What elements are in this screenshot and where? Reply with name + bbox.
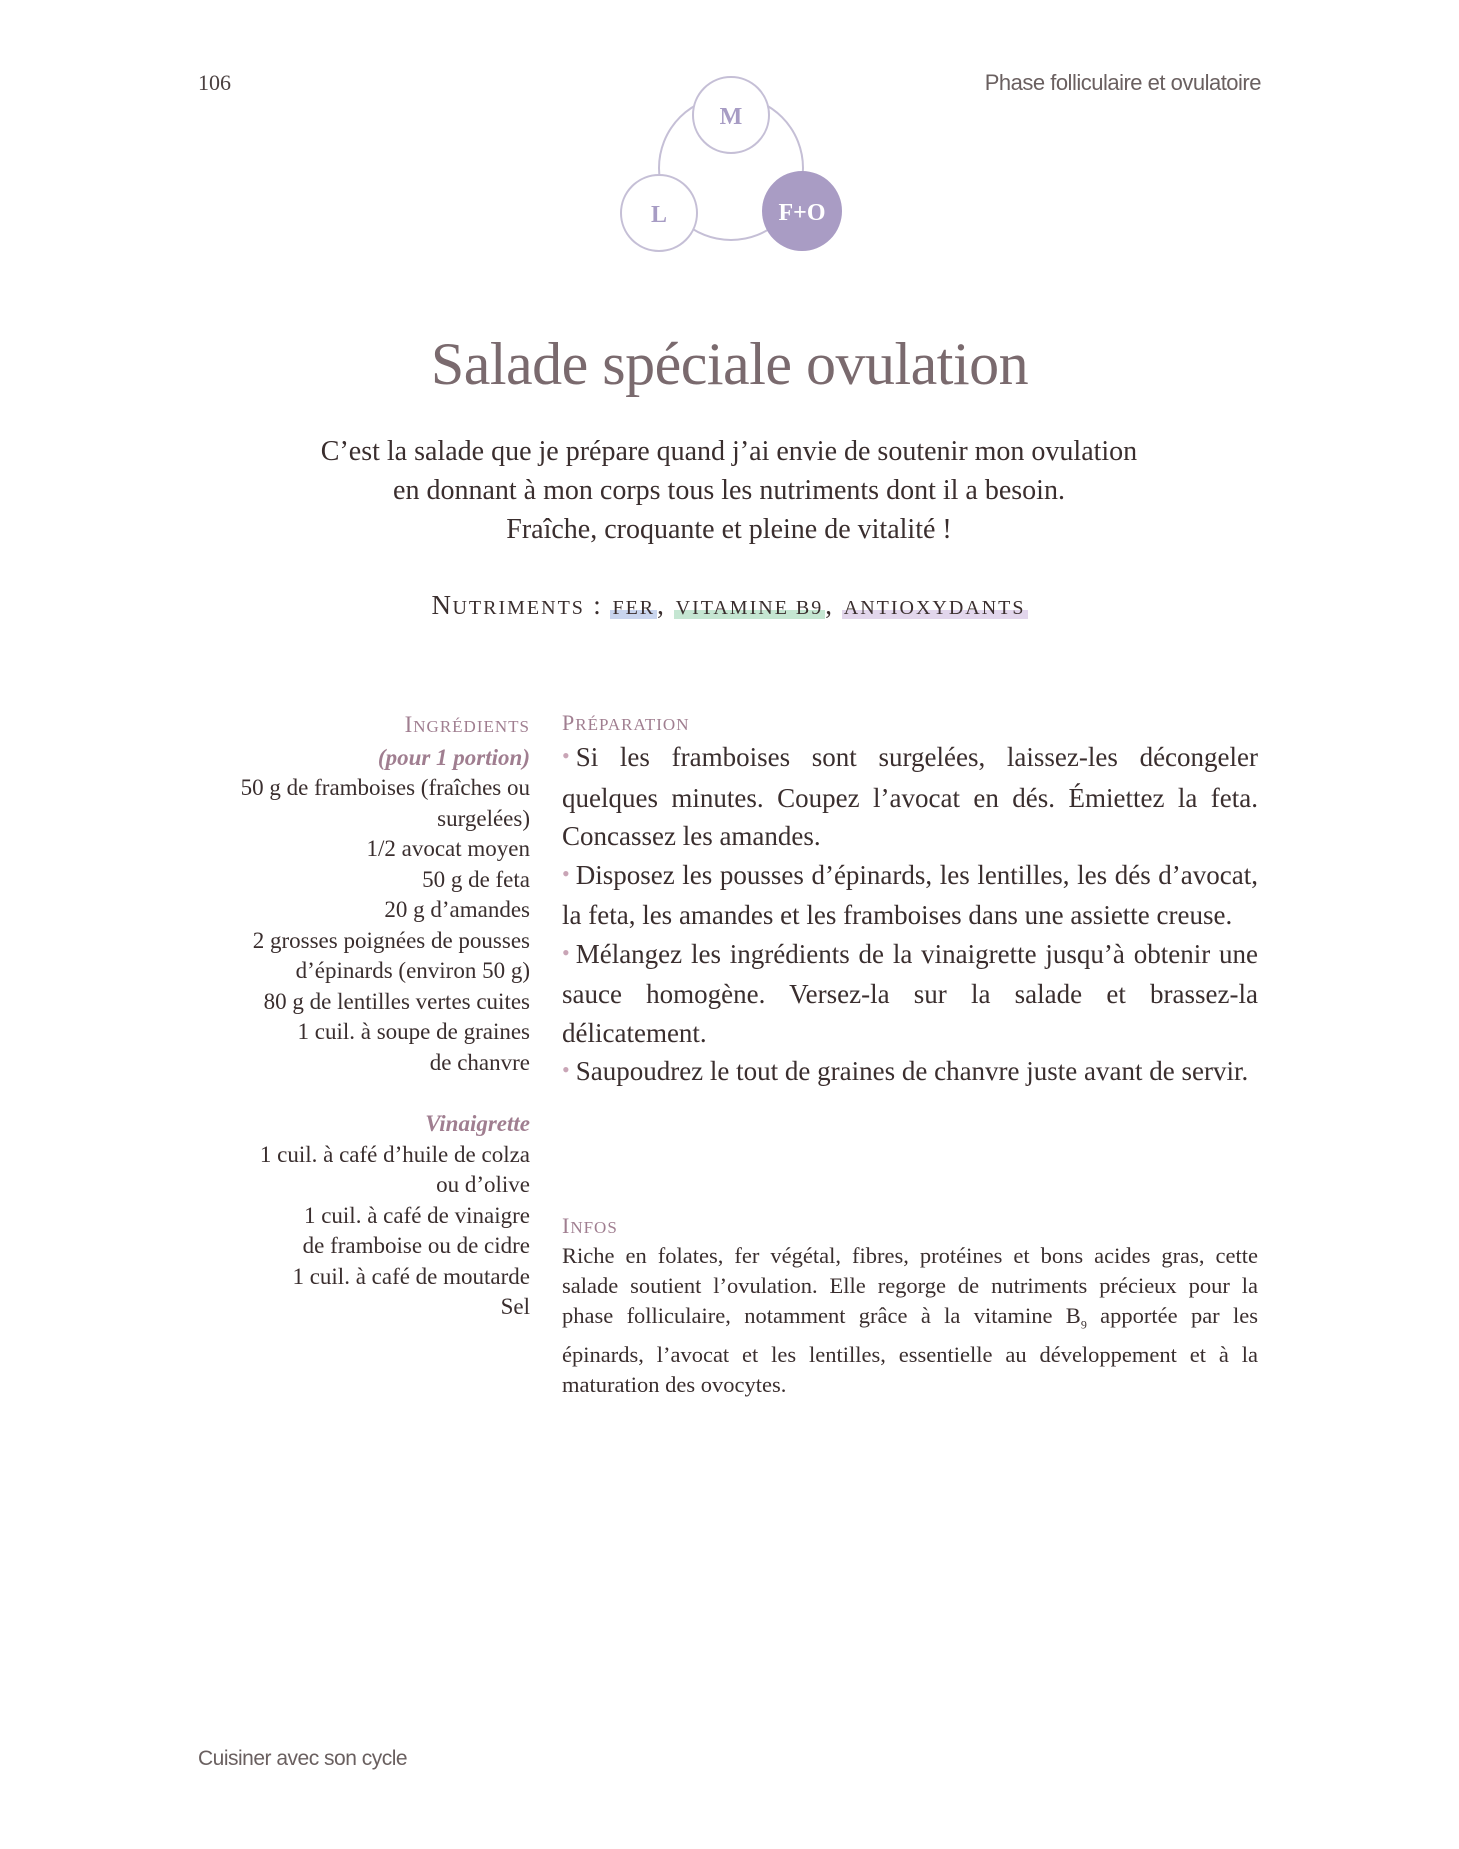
preparation-column <box>562 710 1258 1093</box>
phase-label-fo: F+O <box>778 200 826 226</box>
running-head: Phase folliculaire et ovulatoire <box>984 70 1261 95</box>
phase-label-l: L <box>650 202 668 228</box>
spacer <box>200 1078 530 1109</box>
preparation-step: • Mélangez les ingrédients de la vinaigrette jusqu’à obtenir une sauce homogène. Versez-la sur la salade et brassez-la délicatement. <box>562 938 1258 1048</box>
ingredient-item: 50 g de framboises (fraîches ou <box>240 775 530 800</box>
vinaigrette-item: 1 cuil. à café d’huile de colza <box>259 1141 530 1167</box>
recipe-title: Salade spéciale ovulation <box>430 331 1029 397</box>
bullet-icon: • <box>562 1057 570 1082</box>
ingredients-column <box>200 710 530 1323</box>
ingredient-item: 1/2 avocat moyen <box>366 836 530 861</box>
phase-label-m: M <box>719 104 743 130</box>
infos-section <box>562 1213 1258 1400</box>
vinaigrette-list <box>200 1140 530 1323</box>
recipe-intro <box>229 432 1229 549</box>
nutrient-tag-antioxydants: ANTIOXYDANTS <box>843 597 1026 619</box>
intro-line: C’est la salade que je prépare quand j’ai envie de soutenir mon ovulation <box>320 436 1138 467</box>
vinaigrette-item: de framboise ou de cidre <box>302 1233 530 1258</box>
footer-book-title: Cuisiner avec son cycle <box>198 1747 408 1770</box>
vinaigrette-item: 1 cuil. à café de moutarde <box>292 1263 530 1289</box>
ingredient-item: surgelées) <box>437 805 530 831</box>
preparation-heading: PRÉPARATION <box>562 710 690 735</box>
ingredients-heading: INGRÉDIENTS <box>404 712 530 737</box>
vinaigrette-item: Sel <box>500 1294 530 1319</box>
vinaigrette-heading: Vinaigrette <box>425 1111 530 1136</box>
nutrients-label: NUTRIMENTS <box>431 590 585 620</box>
ingredient-item: d’épinards (environ 50 g) <box>295 958 530 983</box>
ingredient-item: de chanvre <box>429 1049 530 1075</box>
preparation-steps <box>562 738 1258 1093</box>
vinaigrette-item: 1 cuil. à café de vinaigre <box>303 1202 530 1228</box>
infos-text: Riche en folates, fer végétal, fibres, protéines et bons acides gras, cette salade soutient l’ovulation. Elle regorge de nutriments précieux pour la phase folliculaire, notamment grâce à la vitamine $B_9$ apportée par les épinards, l’avocat et les lentilles, essentielle au développement et à la maturation des ovocytes. <box>562 1243 1258 1397</box>
bullet-icon: • <box>562 939 570 965</box>
intro-line: en donnant à mon corps tous les nutriments dont il a besoin. <box>393 475 1065 506</box>
nutrients-line: NUTRIMENTS : FER, VITAMINE B9, ANTIOXYDANTS <box>431 590 1026 620</box>
preparation-step: • Saupoudrez le tout de graines de chanvre juste avant de servir. <box>562 1056 1249 1086</box>
preparation-step: • Disposez les pousses d’épinards, les lentilles, les dés d’avocat, la feta, les amandes et les framboises dans une assiette creuse. <box>562 859 1258 930</box>
ingredient-item: 80 g de lentilles vertes cuites <box>263 988 530 1014</box>
ingredient-item: 2 grosses poignées de pousses <box>252 927 530 953</box>
infos-heading: INFOS <box>562 1213 618 1238</box>
preparation-step: • Si les framboises sont surgelées, laissez-les décongeler quelques minutes. Coupez l’avocat en dés. Émiettez la feta. Concassez les amandes. <box>562 742 1258 851</box>
nutrient-tag-vitamine-b9: VITAMINE B9 <box>675 597 824 619</box>
ingredient-item: 1 cuil. à soupe de graines <box>297 1019 530 1044</box>
bullet-icon: • <box>562 860 570 886</box>
cycle-phase-diagram <box>615 70 847 270</box>
page-number: 106 <box>198 70 231 95</box>
nutrient-tag-fer: FER <box>612 597 656 619</box>
ingredients-list <box>200 773 530 1078</box>
bullet-icon: • <box>562 743 570 768</box>
ingredients-portion: (pour 1 portion) <box>377 744 530 770</box>
ingredient-item: 50 g de feta <box>422 866 530 892</box>
vinaigrette-item: ou d’olive <box>436 1172 530 1197</box>
ingredient-item: 20 g d’amandes <box>384 897 530 922</box>
intro-line: Fraîche, croquante et pleine de vitalité ! <box>506 514 952 545</box>
